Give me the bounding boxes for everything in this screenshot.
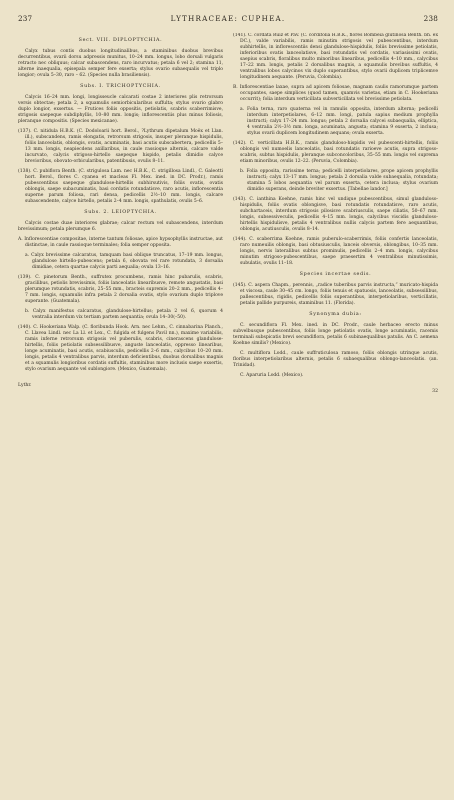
section-heading: Species incertae sedis. [299,272,372,277]
species-entry: (141). C. cordata Ruiz et Pav. (C. cordifolia H.B.K., flores Bombeia glutinosa Benth. bh. ex DC.), valde variabilis, ramis minutim strigosis vel pubescentibus, interdum subhirtellis, in inflorescentiis densi glandulose-hispidulis, foliis brevissime petiolatis, inferioribus ovatis lanceolatisve, basi rotundatis vel cordatis, variasissimi ovatis, saepius scabris, floralibus multo minoribus linearibus, pedicellis 4–10 mm., calycibus 17–22 mm. longis, petalis 2 dorsalibus magnis, a squamulis brevibus suffultis, 4 ventralibus lobos calycinos vix duplo superantibus, stylo ovarii duplicem triplicemve longitudinem aequante. (Peruvia, Colombia). [233,33,438,80]
species-entry: A. Inflorescentiae compositae, interne tantum foliosae, apice hypsophyllis instructae, aut distinctae, in caule rassioque terminales; folia semper opposita. [18,237,223,248]
species-entry: (140). C. Hookeriana Walp. (C. floribunda Hook. Arn. nec Lehm., C. cinnabarina Planch., C. Llavea Lindl. nec La Ll. et Lex., C. fulgida et fulgens Pavil nn.), maxime variabilis, ramis inferne retrorsum strigosis vel puberulis, scabris, cinerascens glandulose-hirtellis, foliis petiolatis subsessilibusve, anguste lanceolatis, oppresso linearibus, longe acuminatis, basi acutis, scabiusculis, pedicellis 2–6 mm., calycibus 10–20 mm. longis, petalis 4 ventralibus parvis, interdum deficientibus, duobus dorsalibus magnis et a squamulis longioribus cordatis suffultis, staminibus more inclusis saepe exsertis, stylo ovarium aequante vel sublongiore. (Mexico, Guatemala). [18,325,223,372]
paragraph: C. Aparuria Lodd. (Mexico). [240,373,304,378]
section-heading: Synonyma dubia: [309,312,362,317]
species-entry: (142). C. verticillata H.B.K., ramis glanduloso-hispidis vel pubescenti-hirtellis, foliis oblongis vel numoelis lanceolatis, basi rotundatis rarioeve acutis, supra strigoso-scabris, subtus hispidulis, pleranque subconcoloribus, 35–55 mm. longis vel suprema etiam minoribus, ovulis 12–22. (Peruvia, Colombia). [233,141,438,164]
species-entry: (143). C. ianthina Koehne, ramis hinc vel undique pubescentibus, simul glanduloso-hispidulis, foliis ovatis oblongisve, basi rotundatis rotundatisve, raro acutis, subchartaceis, interdum strigosis pilosisve scabriusculis, saepe ciliatis, 50–67 mm. longis, subsessiveculis, pedicellis 4–15 mm. longis, calycibus viscidis glanduloso-hirtellis hispidulisve, petalis 4 ventralibus nullis calycis partem fere aequantibus, oblongis, acutiusculis, ovulis 8–14. [233,197,438,232]
paragraph: Calyx tubus contis duobus longitudinalibus, a staminibus duobus brevibus decurrentibus, ovarii dorsu adpressis munitus, 10–24 mm. longus, lobo dorsali vulgaris retracto nec obliquus; calcar subascendens, raro incurvatus; petala 6 vel 2; stamina 11, alterne inaequalia, episepala semper fere exserta; stylus ovario subaequalis vel triplo longior; ovula 5–30, raro – 62. (Species nulla brasiliensis). [18,49,223,78]
left-column [18,33,223,771]
paragraph: Calycis 16–24 mm. longi, longisseucle calcarati costae 2 interiores plis retrorsum versis obtectae; petala 2, a squamulis semiorbicularibus suffulta; stylus ovario glabro duplo longior, exsertus. — Frutices foliis oppositis, petiolatis, scabris scaberrimisve, strigosis saepeque subdiphyllis, 10–80 mm. longis; inflorescentiis plus minus foliosis, pleranque compositis. (Species mexicanae). [18,95,223,124]
page-number-right: 238 [423,14,438,23]
running-head [18,14,438,23]
species-entry: (145). C. aspera Chapm., perennis, „radice tuberibus parvis instructa,“ muricato-hispida et viscosa, caule 30–45 cm. longo, foliis tenuis et spatuosis, lanceolatis, subsessilibus, pallescentibus, rigidis, pedicellis foliis superantibus, interpetiolaribus, verticillatis, petalis pallide purpureis, staminibus 11. (Florida). [233,283,438,306]
running-title: LYTHRACEAE: CUPHEA. [170,14,286,23]
key-entry: b. Calyx manifestus calcaratus, glandulose-hirtellus; petala 2 vel 6, quorum 4 ventralia interdum vix tertiam partem aequantia; ovula 14–30(–50). [25,309,223,320]
text-columns [18,33,438,771]
species-entry: (144). C. scaberrima Koehne, ramis puberulo-scaberrimis, foliis confertis lanceolatis, raro numeuilis oblongis, basi obtusiusculis, lanceis obversis, oblongibus, 10–35 mm. longis, nervis lateralibus subtus prominulis, pedicellis 2–4 mm. longis, calycibus minutim strigoso-pubescentibus, saepe praesertim 4 ventralibus minutissimis, subulatis, ovulis 11–18. [233,237,438,266]
section-heading: Subs. 2. LEIOPTYCHIA. [84,210,157,215]
species-entry: (137). C. nitidula H.B.K. (C. Dodoloarii hort. Berol., ?Lythrum dipetalum Moëx et Llan. ill.), subscandens, ramis elongatis, retrorsum strigosis, insuper pleranque hispidulis, foliis lanceolatis, oblongis, ovatis, acuminatis, basi acutis subscabertera, pedicellis 5–13 mm. longis, neapiecdens axillaribus, in caule rassioque alternis, calcare valde incurvato, calycis strigoso-hirtello saepeque hispido, petalis dimidio calyce brevioribus, obovato-orbicularibus, patentibusis, ovulis 8–11. [18,129,223,164]
section-heading: Sect. VIII. DIPLOPTYCHIA. [78,38,163,43]
species-entry: (138). C. pubiflora Benth. (C. strigulosa Lam. nec H.B.K., C. strigillosa Lindl., C. Galeotti hort. Berol., flores C. cyanea et macleas Fl. Mex. ined. in DC. Prodr.), ramis pubescentibus saepeque glandulose-hirtellis subhirsutivis, foliis ovatis, ovatis oblongis, saepe subacuminatis, basi cordatis rotundatisve, raro acutis, inflorescentia superne parum foliosa, rari densa, pedicellis 2½–10 mm. longis, calcare subascendente, calyce hirtello, petalis 2–4 mm. longis, spathulatis, ovulis 5–6. [18,169,223,204]
species-entry: B. Inflorescentiae laxae, supra ad apicem foliosae, magnam caulis ramorumque partem occupantes, saepe simplices (quod tamen, quamvis varietas, etiam in C. Hookeriana occurrit); folia interdum verticillata subverticillata vel brevissime petiolata. [233,85,438,102]
paragraph: C. secundiflora Fl. Mex. ined. in DC. Prodr., caule herbaceo erecto minus subvelbusque pubescentibus, foliis longe petiolatis ovatis, longe acuminatis, racemis terminali subspicatis brevi secundiflora, petalis 6 subinaequalibus patulis. An C. aemena Koehne similis? (Mexico). [233,323,438,346]
signature-mark: Lythr. [18,383,32,388]
right-column [233,33,438,771]
signature-mark: 32 [432,389,438,394]
paragraph: Calycis costae duae interiores glabrae; calcar rectum vel subascendens, interdum brevissimum; petala plerumque 6. [18,221,223,232]
key-entry: a. Folia terna, raro quaterna vel in ramulis opposita, interdum alterna; pedicelli interdum interpetiolares, 6–12 mm. longi, patula sapius medium prophylla instructi; calyx 17–24 mm. longus; petala 2 dorsalia calycei subaequalia, elliptica, 4 ventralia 2½–3½ mm. longa, acuminata, angusta; stamina 9 exserta, 2 inclusa; stylus ovarii duplicem longitudinem aequans; ovula exserta. [240,107,438,136]
page-number-left: 237 [18,14,33,23]
paragraph: C. multiflora Lodd., caule suffruticulosa ramoso, foliis oblongis utrinque acutis, floribus interpetiolaribus alternis, petalis 6 subaequalibus oblongo-lanceolatis. (an. Trinidad). [233,351,438,368]
key-entry: a. Calyx brevissime calcaratus, tamquam basi oblique truncatus, 17–19 mm. longus, glandulose hirtello-pubescens; petala 6, obovata vel rare rotundata, 3 dorsalia dimidiae, cetera quartae calycis parti aequalia; ovula 13–16. [25,253,223,270]
key-entry: b. Folia opposita, rarissime terna; pedicelli interpetiolares, prope apicem prophyllis instructi; calyx 13–17 mm. longus; petala 2 dorsalia valde subaequalia, rotundata; stamina 5 lobos aequantia vel parum exserta, cetera inclusa; stylus ovarium dimidio superans, deinde breviter exsertus. [Tabellae landor.] [240,169,438,192]
section-heading: Subs. I. TRICHOPTYCHIA. [80,84,161,89]
species-entry: (139). C. pinetorum Benth., suffrutex procumbens, ramis hinc pubarulis, scabris, gracilibus, petiolis brevissimis, foliis lanceolatis linearibusve, remote angustatis, basi plerumque rotundatis, scabris, 25–55 mm., bracteis supremis 20–2 mm., pedicellis 4–7 mm. longis, squamulis infra petala 2 dorsalia ovatis, stylo ovarium duplo triplove superante. (Guatemala). [18,275,223,304]
